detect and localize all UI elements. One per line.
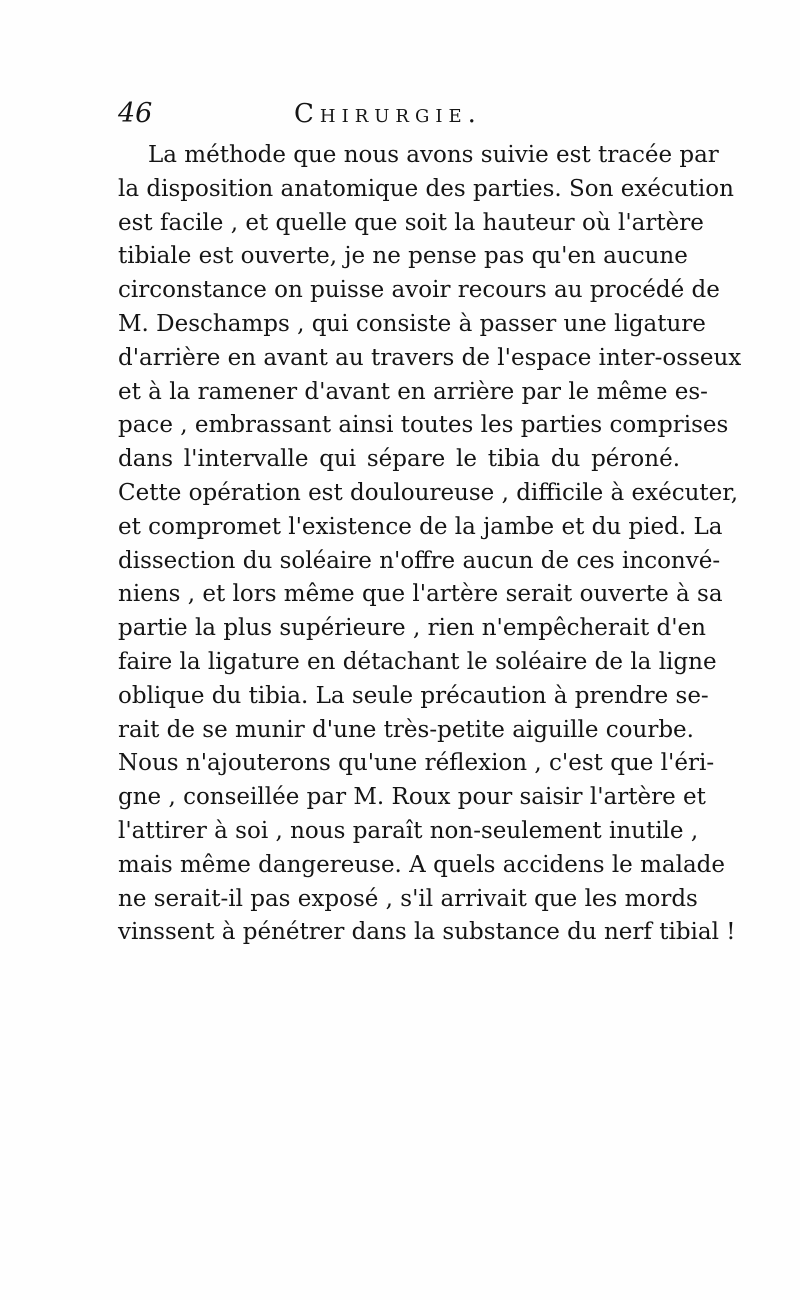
text-line: faire la ligature en détachant le soléaire de la ligne	[118, 648, 717, 675]
text-line: est facile , et quelle que soit la hauteur où l'artère	[118, 209, 704, 236]
text-line: dans l'intervalle qui sépare le tibia du péroné.	[118, 446, 680, 473]
text-line: d'arrière en avant au travers de l'espace inter-osseux	[118, 344, 742, 371]
text-line: mais même dangereuse. A quels accidens le malade	[118, 851, 726, 878]
text-line: M. Deschamps , qui consiste à passer une ligature	[118, 310, 706, 337]
body-paragraph	[118, 139, 742, 950]
text-line: et à la ramener d'avant en arrière par le même es-	[118, 378, 708, 405]
text-line: gne , conseillée par M. Roux pour saisir l'artère et	[118, 784, 706, 811]
text-line: partie la plus supérieure , rien n'empêcherait d'en	[118, 615, 706, 642]
text-line: niens , et lors même que l'artère serait ouverte à sa	[118, 581, 723, 608]
text-line: ne serait-il pas exposé , s'il arrivait que les mords	[118, 885, 698, 912]
text-line: la disposition anatomique des parties. Son exécution	[118, 175, 734, 202]
text-line: vinssent à pénétrer dans la substance du nerf tibial !	[118, 919, 736, 946]
text-line: Nous n'ajouterons qu'une réflexion , c'est que l'éri-	[118, 750, 715, 777]
page-header	[118, 96, 680, 136]
text-line: Cette opération est douloureuse , difficile à exécuter,	[118, 479, 739, 506]
page-number: 46	[118, 98, 153, 129]
text-line: et compromet l'existence de la jambe et du pied. La	[118, 513, 723, 540]
text-line: rait de se munir d'une très-petite aiguille courbe.	[118, 716, 694, 743]
text-line: La méthode que nous avons suivie est tracée par	[148, 142, 719, 168]
text-line: circonstance on puisse avoir recours au procédé de	[118, 277, 720, 304]
text-line: pace , embrassant ainsi toutes les parties comprises	[118, 412, 729, 439]
text-line: oblique du tibia. La seule précaution à prendre se-	[118, 682, 709, 709]
running-head: Chirurgie.	[294, 99, 482, 129]
text-line: dissection du soléaire n'offre aucun de ces inconvé-	[118, 547, 721, 574]
text-line: tibiale est ouverte, je ne pense pas qu'en aucune	[118, 243, 688, 270]
text-line: l'attirer à soi , nous paraît non-seulement inutile ,	[118, 817, 699, 844]
